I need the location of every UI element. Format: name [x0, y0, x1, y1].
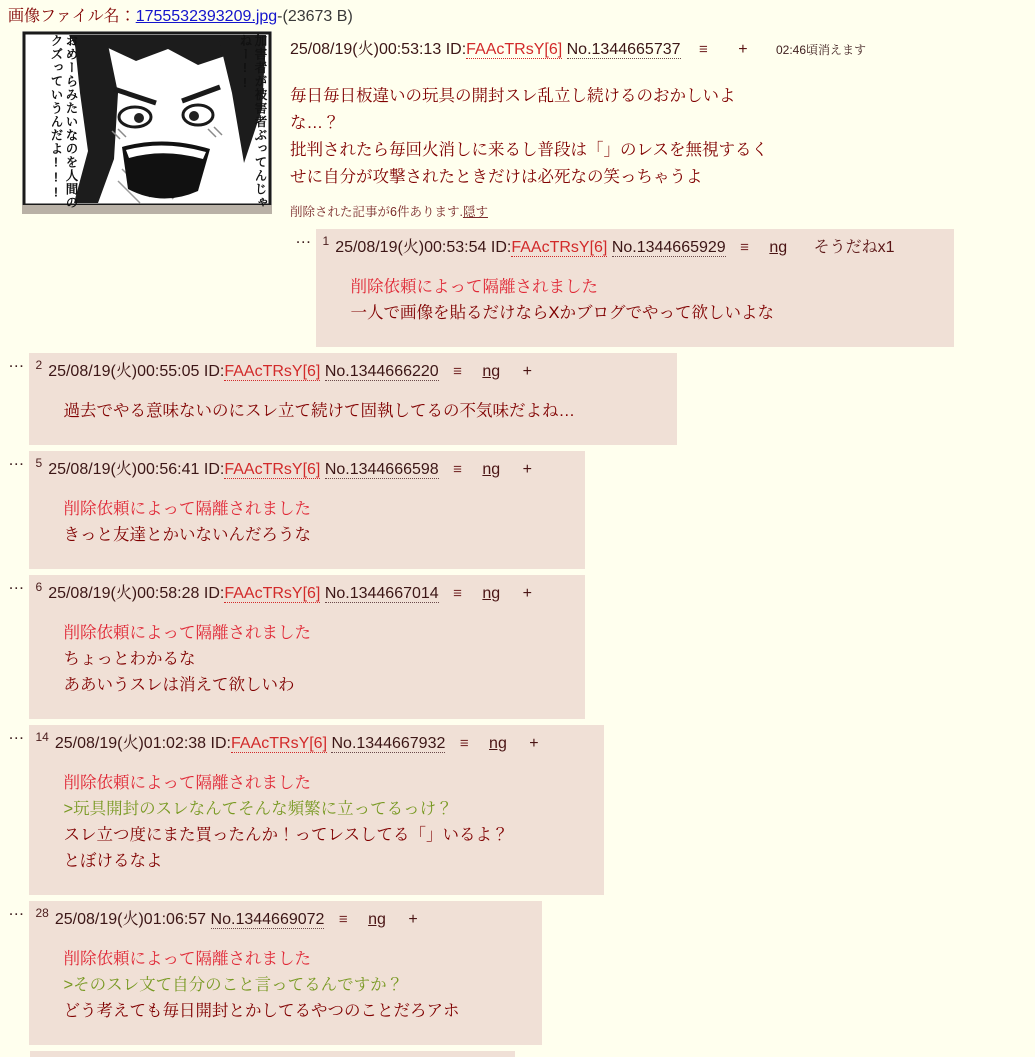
- reply-expand-menu[interactable]: …: [8, 451, 26, 469]
- file-link[interactable]: 1755532393209.jpg: [135, 8, 278, 25]
- reply-body: [64, 770, 578, 874]
- reply-expand-menu[interactable]: …: [295, 229, 313, 247]
- reply-text-line: 過去でやる意味ないのにスレ立て続けて固執してるの不気味だよね…: [63, 402, 575, 420]
- isolated-warning-line: 削除依頼によって隔離されました: [63, 774, 311, 792]
- reply-expand-menu[interactable]: …: [8, 725, 26, 743]
- reply-id-link[interactable]: FAAcTRsY[6]: [224, 461, 321, 478]
- thread-thumbnail-image[interactable]: [22, 31, 272, 214]
- reply-text-line: ちょっとわかるな: [63, 650, 196, 668]
- reply-text-line: ああいうスレは消えて欲しいわ: [63, 676, 295, 694]
- sodane-count[interactable]: そうだねx1: [813, 239, 895, 256]
- reply-body: [64, 496, 559, 548]
- reply-box: [29, 725, 604, 895]
- op-body-line: せに自分が攻撃されたときだけは必死なの笑っちゃうよ: [290, 168, 703, 186]
- reply-number: 28: [35, 906, 49, 920]
- hide-deleted-link[interactable]: 隠す: [462, 205, 488, 219]
- reply-id-label: ID:: [203, 363, 225, 380]
- reply-box: [29, 353, 677, 445]
- manga-speech-left: おめーらみたいなのを人間のクズっていうんだよ!!!: [49, 34, 78, 210]
- ng-link[interactable]: ng: [769, 239, 788, 256]
- reply-text-line: スレ立つ度にまた買ったんか！ってレスしてる「」いるよ？: [63, 826, 509, 844]
- ng-link[interactable]: ng: [482, 585, 501, 602]
- reply-id-label: ID:: [203, 585, 225, 602]
- reply-header: [35, 358, 532, 380]
- reply-expand-menu[interactable]: …: [8, 353, 26, 371]
- isolated-warning-line: 削除依頼によって隔離されました: [63, 500, 311, 518]
- deleted-articles-notice: [290, 202, 1035, 220]
- reply-box: [29, 575, 585, 719]
- op-post: [290, 27, 1035, 220]
- op-body-line: 毎日毎日板違いの玩具の開封スレ乱立し続けるのおかしいよ: [290, 87, 736, 105]
- isolated-warning-line: 削除依頼によって隔離されました: [63, 950, 311, 968]
- op-no-link[interactable]: No.1344665737: [566, 41, 681, 58]
- reply-row: [8, 725, 1035, 895]
- file-info-line: [0, 0, 1035, 27]
- reply-number: 2: [35, 358, 43, 372]
- reply-id-link[interactable]: FAAcTRsY[6]: [511, 239, 608, 256]
- file-size: -(23673 B): [277, 8, 353, 25]
- reply-header: [35, 580, 532, 602]
- reply-text-line: きっと友達とかいないんだろうな: [63, 526, 311, 544]
- op-body-line: な…？: [290, 114, 340, 132]
- ng-link[interactable]: ng: [368, 911, 386, 928]
- reply-row: [8, 353, 1035, 445]
- reply-plus-button[interactable]: +: [529, 735, 539, 752]
- reply-no-link[interactable]: No.1344669072: [210, 911, 325, 928]
- reply-number: 5: [35, 456, 43, 470]
- thread: [0, 27, 1035, 1057]
- reply-id-link[interactable]: FAAcTRsY[6]: [224, 585, 321, 602]
- reply-plus-button[interactable]: +: [522, 363, 532, 380]
- reply-plus-button[interactable]: +: [408, 911, 418, 928]
- reply-body: [64, 398, 651, 424]
- post-menu-icon[interactable]: ≡: [338, 911, 348, 928]
- reply-list: [0, 229, 1035, 1057]
- post-menu-icon[interactable]: ≡: [453, 461, 462, 478]
- reply-no-link[interactable]: No.1344666220: [324, 363, 439, 380]
- reply-id-link[interactable]: FAAcTRsY[6]: [224, 363, 321, 380]
- reply-plus-button[interactable]: +: [522, 461, 532, 478]
- isolated-warning-line: 削除依頼によって隔離されました: [63, 624, 311, 642]
- isolated-warning-line: 削除依頼によって隔離されました: [350, 278, 598, 296]
- op-body-line: 批判されたら毎回火消しに来るし普段は「」のレスを無視するく: [290, 141, 769, 159]
- post-menu-icon[interactable]: ≡: [453, 585, 462, 602]
- reply-id-label: ID:: [210, 735, 231, 752]
- reply-id-link[interactable]: FAAcTRsY[6]: [231, 735, 328, 752]
- reply-header: [35, 906, 418, 928]
- reply-box: [316, 229, 954, 347]
- post-menu-icon[interactable]: ≡: [740, 239, 749, 256]
- reply-header: [35, 456, 532, 478]
- reply-number: 6: [35, 580, 43, 594]
- reply-expand-menu[interactable]: …: [8, 575, 26, 593]
- reply-row: [8, 575, 1035, 719]
- ng-link[interactable]: ng: [482, 461, 501, 478]
- reply-date: 25/08/19(火)00:56:41: [48, 461, 200, 478]
- reply-expand-menu[interactable]: …: [8, 901, 26, 919]
- reply-no-link[interactable]: No.1344667014: [324, 585, 439, 602]
- reply-id-label: ID:: [203, 461, 225, 478]
- reply-plus-button[interactable]: +: [522, 585, 532, 602]
- reply-number: 1: [322, 234, 330, 248]
- reply-date: 25/08/19(火)00:53:54: [335, 239, 487, 256]
- reply-date: 25/08/19(火)00:55:05: [48, 363, 200, 380]
- post-menu-icon[interactable]: ≡: [453, 363, 462, 380]
- op-header: [290, 36, 1035, 59]
- reply-box: [29, 451, 585, 569]
- ng-link[interactable]: ng: [489, 735, 507, 752]
- manga-speech-right: 加害者が被害者ぶってんじゃねー!!: [238, 34, 267, 210]
- deleted-articles-text: 削除された記事が6件あります.: [290, 205, 463, 219]
- partial-reply-box: [30, 1051, 515, 1057]
- reply-row: [295, 229, 1035, 347]
- ng-link[interactable]: ng: [482, 363, 501, 380]
- op-expire-time: 02:46頃消えます: [775, 43, 867, 57]
- reply-row: [8, 451, 1035, 569]
- reply-body: [351, 274, 928, 326]
- reply-date: 25/08/19(火)01:06:57: [54, 911, 207, 928]
- quote-line: >そのスレ文て自分のこと言ってるんですか？: [63, 976, 404, 994]
- reply-body: [64, 946, 516, 1024]
- reply-no-link[interactable]: No.1344665929: [611, 239, 726, 256]
- op-date: 25/08/19(火)00:53:13: [290, 41, 442, 58]
- op-id-label: ID:: [445, 41, 467, 58]
- reply-id-label: ID:: [490, 239, 512, 256]
- reply-text-line: どう考えても毎日開封とかしてるやつのことだろアホ: [63, 1002, 460, 1020]
- op-plus-button[interactable]: +: [738, 41, 748, 58]
- op-body: [290, 83, 1035, 191]
- reply-date: 25/08/19(火)00:58:28: [48, 585, 200, 602]
- file-label: 画像ファイル名：: [8, 8, 136, 25]
- op-id-link[interactable]: FAAcTRsY[6]: [466, 41, 563, 58]
- reply-no-link[interactable]: No.1344667932: [331, 735, 446, 752]
- reply-number: 14: [35, 730, 49, 744]
- reply-text-line: 一人で画像を貼るだけならXかブログでやって欲しいよな: [350, 304, 775, 322]
- reply-no-link[interactable]: No.1344666598: [324, 461, 439, 478]
- reply-header: [35, 730, 539, 752]
- reply-box: [29, 901, 542, 1045]
- post-menu-icon[interactable]: ≡: [459, 735, 469, 752]
- reply-header: [322, 234, 895, 256]
- reply-date: 25/08/19(火)01:02:38: [54, 735, 207, 752]
- reply-body: [64, 620, 559, 698]
- reply-text-line: とぼけるなよ: [63, 852, 163, 870]
- quote-line: >玩具開封のスレなんてそんな頻繁に立ってるっけ？: [63, 800, 453, 818]
- post-menu-icon[interactable]: ≡: [698, 41, 708, 58]
- reply-row: [8, 901, 1035, 1045]
